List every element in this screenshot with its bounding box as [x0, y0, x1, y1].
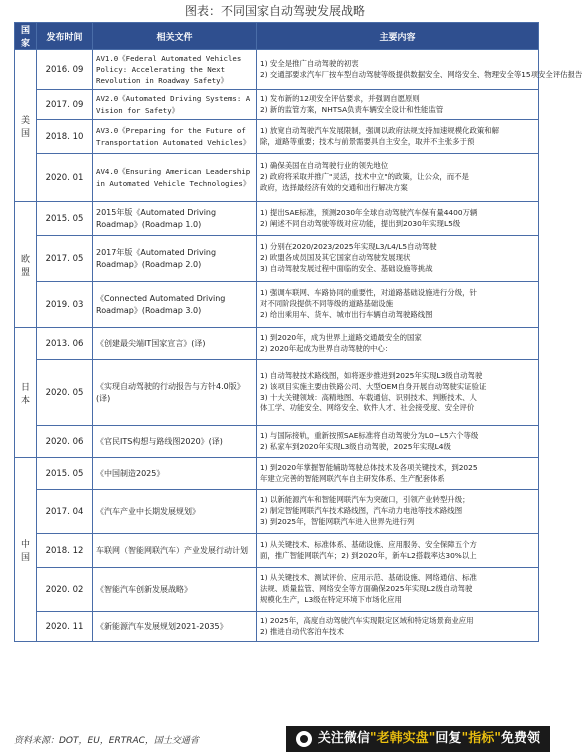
content-line: 2) 给出乘用车、货车、城市出行车辆自动驾驶路线图	[260, 309, 433, 319]
content-line: 1) 到2020年掌握智能辅助驾驶总体技术及各项关键技术，到2025	[260, 462, 478, 472]
content-line: 除，道路等重要；技术与前景需要具自主安全，取并不主张多于预	[260, 136, 475, 146]
document-cell: 《汽车产业中长期发展规划》	[93, 490, 257, 534]
document-cell: 车联网（智能网联汽车）产业发展行动计划	[93, 534, 257, 568]
content-cell	[257, 360, 539, 426]
document-cell: AV2.0《Automated Driving Systems: A Vision for Safety》	[93, 90, 257, 120]
country-cell: 美国	[15, 50, 37, 202]
content-line: 2) 制定智能网联汽车技术路线图，汽车动力电池等技术路线图	[260, 506, 463, 516]
document-cell: AV1.0《Federal Automated Vehicles Policy: Accelerating the Next Revolution in Roadway Safety》	[93, 50, 257, 90]
source-note: 资料来源：DOT，EU，ERTRAC，国土交通省	[14, 736, 199, 746]
content-line: 面，推广智能网联汽车；2) 到2020年，新车L2搭载率达30%以上	[260, 550, 477, 560]
content-cell	[257, 236, 539, 282]
content-line: 1) 从关键技术、标准体系、基础设施、应用服务、安全保障五个方	[260, 539, 477, 549]
content-line: 2) 交通部要求汽车厂按车型自动驾驶等级提供数据安全、网络安全、物理安全等15项安全评估报告	[260, 69, 582, 79]
table-row	[15, 202, 539, 236]
content-cell	[257, 328, 539, 360]
table-row	[15, 568, 539, 612]
date-cell: 2020. 05	[37, 360, 93, 426]
content-line: 1) 放宽自动驾驶汽车发展限制，强调以政府法规支持加速规模化政策和解	[260, 125, 500, 135]
content-cell	[257, 154, 539, 202]
content-cell	[257, 282, 539, 328]
content-cell	[257, 458, 539, 490]
date-cell: 2018. 10	[37, 120, 93, 154]
table-row	[15, 534, 539, 568]
content-line: 1) 到2020年，成为世界上道路交通最安全的国家	[260, 332, 422, 342]
document-cell: 《Connected Automated Driving Roadmap》(Roadmap 3.0)	[93, 282, 257, 328]
header-country: 国家	[15, 23, 37, 50]
content-line: 2) 2020年起成为世界自动驾驶的中心：	[260, 343, 393, 353]
document-cell: 《新能源汽车发展规划2021-2035》	[93, 612, 257, 642]
country-cell: 欧盟	[15, 202, 37, 328]
banner-suffix: 免费领	[500, 731, 540, 746]
document-cell: 2017年版《Automated Driving Roadmap》(Roadmap 2.0)	[93, 236, 257, 282]
date-cell: 2015. 05	[37, 202, 93, 236]
table-row	[15, 426, 539, 458]
date-cell: 2020. 02	[37, 568, 93, 612]
date-cell: 2020. 11	[37, 612, 93, 642]
table-row	[15, 458, 539, 490]
document-cell: 《实现自动驾驶的行动报告与方针4.0版》(译)	[93, 360, 257, 426]
content-line: 1) 发布新的12项安全评估要求，并强调自愿原则	[260, 93, 420, 103]
table-row	[15, 282, 539, 328]
country-cell: 日本	[15, 328, 37, 458]
date-cell: 2020. 01	[37, 154, 93, 202]
header-document: 相关文件	[93, 23, 257, 50]
banner-mid: 回复	[435, 731, 462, 746]
date-cell: 2017. 05	[37, 236, 93, 282]
content-line: 2) 私家车到2020年实现L3级自动驾驶，2025年实现L4级	[260, 441, 451, 451]
document-cell: 《中国制造2025》	[93, 458, 257, 490]
date-cell: 2020. 06	[37, 426, 93, 458]
strategy-table	[14, 22, 582, 642]
table-row	[15, 90, 539, 120]
content-line: 2) 欧盟各成员国及其它国家自动驾驶发展现状	[260, 253, 411, 263]
document-cell: 《官民ITS构想与路线图2020》(译)	[93, 426, 257, 458]
content-line: 2) 新的监管方案，NHTSA负责车辆安全设计和性能监管	[260, 104, 444, 114]
content-cell	[257, 120, 539, 154]
content-line: 规模化生产，L3级在特定环境下市场化应用	[260, 594, 402, 604]
banner-keyword-2: "指标"	[461, 731, 501, 746]
table-row	[15, 328, 539, 360]
content-line: 1) 提出SAE标准，预测2030年全球自动驾驶汽车保有量4400万辆	[260, 207, 478, 217]
content-line: 3) 十大关键领域：高精地图、车载通信、识别技术、判断技术、人	[260, 392, 477, 402]
date-cell: 2019. 03	[37, 282, 93, 328]
header-date: 发布时间	[37, 23, 93, 50]
promo-banner	[286, 726, 550, 752]
table-body	[15, 50, 582, 642]
content-line: 3) 自动驾驶发展过程中面临的安全、基础设施等挑战	[260, 263, 433, 273]
date-cell: 2017. 04	[37, 490, 93, 534]
table-row	[15, 360, 539, 426]
content-cell	[257, 202, 539, 236]
document-cell: 《创建最尖端IT国家宣言》(译)	[93, 328, 257, 360]
table-row	[15, 490, 539, 534]
document-cell: 2015年版《Automated Driving Roadmap》(Roadmap 1.0)	[93, 202, 257, 236]
date-cell: 2013. 06	[37, 328, 93, 360]
content-cell	[257, 568, 539, 612]
content-line: 政府，选择最经济有效的交通和出行解决方案	[260, 182, 408, 192]
header-row	[15, 23, 539, 50]
content-cell	[257, 534, 539, 568]
table-row	[15, 50, 539, 90]
wechat-icon	[296, 731, 312, 747]
content-line: 1) 从关键技术、测试评价、应用示范、基础设施、网络通信、标准	[260, 573, 477, 583]
date-cell: 2018. 12	[37, 534, 93, 568]
content-line: 2) 推进自动代客泊车技术	[260, 626, 344, 636]
banner-prefix: 关注微信	[317, 731, 370, 746]
content-line: 2) 政府将采取并推广"灵活，技术中立"的政策，让公众，而不是	[260, 172, 469, 182]
header-content: 主要内容	[257, 23, 539, 50]
banner-keyword-1: "老韩实盘"	[369, 731, 436, 746]
content-line: 1) 以新能源汽车和智能网联汽车为突破口，引领产业转型升级；	[260, 495, 470, 505]
date-cell: 2015. 05	[37, 458, 93, 490]
content-cell	[257, 50, 582, 90]
content-line: 1) 强调车联网、车路协同的重要性，对道路基础设施进行分级，针	[260, 288, 477, 298]
document-cell: AV4.0《Ensuring American Leadership in Automated Vehicle Technologies》	[93, 154, 257, 202]
chart-title: 图表：不同国家自动驾驶发展战略	[184, 4, 365, 18]
date-cell: 2017. 09	[37, 90, 93, 120]
content-cell	[257, 612, 539, 642]
content-line: 1) 分别在2020/2023/2025年实现L3/L4/L5自动驾驶	[260, 242, 437, 252]
content-line: 1) 2025年，高度自动驾驶汽车实现限定区域和特定场景商业应用	[260, 615, 474, 625]
table-row	[15, 154, 539, 202]
content-line: 3) 到2025年，智能网联汽车进入世界先进行列	[260, 516, 415, 526]
content-line: 年建立完善的智能网联汽车自主研发体系、生产配套体系	[260, 473, 445, 483]
content-cell	[257, 426, 539, 458]
content-line: 1) 自动驾驶技术路线图，如将逐步推进到2025年实现L3级自动驾驶	[260, 371, 483, 381]
content-line: 法规、质量监管、网络安全等方面确保2025年实现L2级自动驾驶	[260, 584, 473, 594]
content-cell	[257, 90, 539, 120]
content-line: 对不同阶段提供不同等级的道路基础设施	[260, 299, 394, 309]
content-line: 1) 安全是推广自动驾驶的初衷	[260, 58, 359, 68]
content-cell	[257, 490, 539, 534]
table-row	[15, 120, 539, 154]
country-cell: 中国	[15, 458, 37, 642]
table-row	[15, 612, 539, 642]
content-line: 1) 确保美国在自动驾驶行业的领先地位	[260, 161, 389, 171]
document-cell: 《智能汽车创新发展战略》	[93, 568, 257, 612]
table-row	[15, 236, 539, 282]
content-line: 2) 阐述不同自动驾驶等级对应功能，提出到2030年实现L5级	[260, 218, 461, 228]
date-cell: 2016. 09	[37, 50, 93, 90]
document-cell: AV3.0《Preparing for the Future of Transportation Automated Vehicles》	[93, 120, 257, 154]
content-line: 体工学、功能安全、网络安全、软件人才、社会接受度、安全评价	[260, 403, 475, 413]
content-line: 1) 与国际接轨，重新按照SAE标准将自动驾驶分为L0~L5六个等级	[260, 430, 479, 440]
content-line: 2) 该项目实施主要由铁路公司、大型OEM自身开展自动驾驶实证验证	[260, 381, 487, 391]
